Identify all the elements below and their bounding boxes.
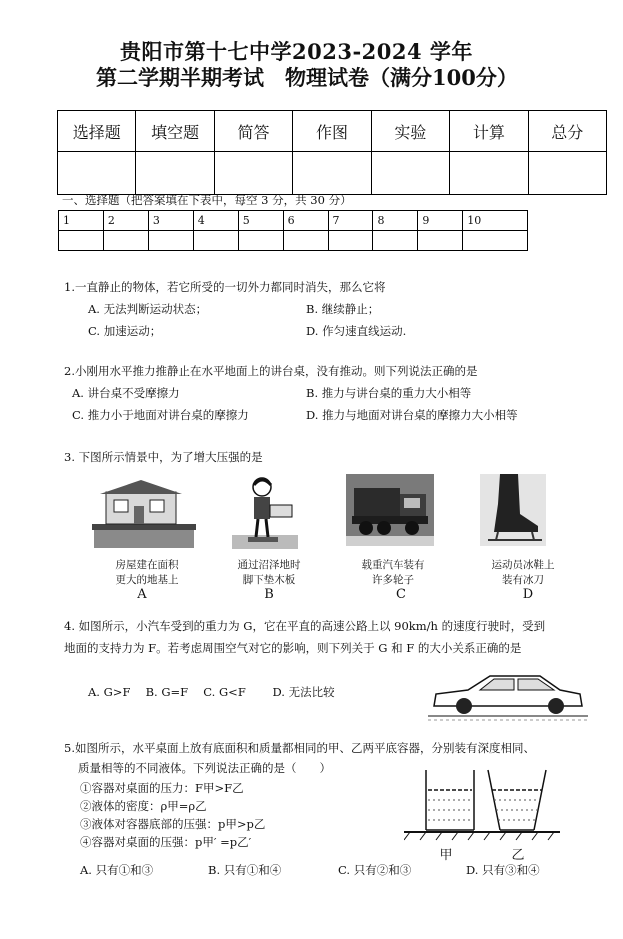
answer-cell[interactable]: [103, 231, 148, 251]
caption-line: 房屋建在面积: [115, 559, 179, 571]
q2-option-a: A. 讲台桌不受摩擦力: [72, 386, 180, 400]
answer-cell[interactable]: [418, 231, 463, 251]
score-cell[interactable]: [136, 152, 214, 195]
answer-number: 7: [328, 211, 373, 231]
score-header: 选择题: [58, 111, 136, 152]
q4-line-1: 4. 如图所示，小汽车受到的重力为 G，它在平直的高速公路上以 90km/h 的速度行驶时，受到: [64, 619, 546, 633]
label-yi: 乙: [511, 848, 525, 863]
q5-option-c: C. 只有②和③: [338, 863, 412, 877]
title-line-2: 第二学期半期考试 物理试卷（满分100分）: [96, 65, 518, 90]
caption-line: 装有冰刀: [502, 574, 544, 586]
answer-cell[interactable]: [148, 231, 193, 251]
q1-option-a: A. 无法判断运动状态；: [88, 302, 208, 316]
score-header: 填空题: [136, 111, 214, 152]
q2-option-d: D. 推力与地面对讲台桌的摩擦力大小相等: [306, 408, 518, 422]
answer-number: 5: [238, 211, 283, 231]
q3-letter-d: D: [522, 587, 534, 602]
q2-option-c: C. 推力小于地面对讲台桌的摩擦力: [72, 408, 249, 422]
q5-statement-4: ④容器对桌面的压强：p甲′ =p乙′: [80, 835, 252, 849]
house-foundation-illustration: [92, 478, 198, 550]
answer-number: 10: [463, 211, 528, 231]
q3-caption-c: [338, 558, 448, 588]
score-header: 作图: [293, 111, 371, 152]
answer-number: 4: [193, 211, 238, 231]
score-cell[interactable]: [214, 152, 292, 195]
truck-photo: [346, 474, 434, 546]
answer-number: 8: [373, 211, 418, 231]
q1-option-b: B. 继续静止；: [306, 302, 380, 316]
answer-cell[interactable]: [283, 231, 328, 251]
girl-on-boards-illustration: [232, 475, 298, 553]
q5-statement-2: ②液体的密度：ρ甲=ρ乙: [80, 799, 207, 813]
section-heading: 一、选择题（把答案填在下表中，每空 3 分，共 30 分）: [62, 193, 352, 207]
score-cell[interactable]: [58, 152, 136, 195]
title-line-1: 贵阳市第十七中学2023-2024 学年: [120, 39, 473, 64]
answer-number: 3: [148, 211, 193, 231]
q5-line-2: 质量相等的不同液体。下列说法正确的是（ ）: [78, 761, 331, 775]
q5-statement-1: ①容器对桌面的压力：F甲>F乙: [80, 781, 244, 795]
caption-line: 更大的地基上: [115, 574, 179, 586]
q3-caption-d: [468, 558, 578, 588]
q2-option-b: B. 推力与讲台桌的重力大小相等: [306, 386, 472, 400]
q3-letter-b: B: [264, 587, 274, 602]
q5-statement-3: ③液体对容器底部的压强：p甲>p乙: [80, 817, 266, 831]
answer-number: 2: [103, 211, 148, 231]
caption-line: 许多轮子: [372, 574, 414, 586]
answer-number: 9: [418, 211, 463, 231]
label-jia: 甲: [439, 848, 453, 863]
q4-options: A. G>F B. G=F C. G<F D. 无法比较: [88, 685, 335, 699]
q3-caption-a: [92, 558, 202, 588]
q1-option-d: D. 作匀速直线运动.: [306, 324, 407, 338]
answer-cell[interactable]: [238, 231, 283, 251]
answer-number: 6: [283, 211, 328, 231]
answer-table: [58, 210, 528, 251]
caption-line: 载重汽车装有: [361, 559, 425, 571]
score-header: 简答: [214, 111, 292, 152]
score-header: 计算: [450, 111, 528, 152]
q5-line-1: 5.如图所示，水平桌面上放有底面积和质量都相同的甲、乙两平底容器，分别装有深度相同、: [64, 741, 535, 755]
score-cell[interactable]: [371, 152, 449, 195]
q1-option-c: C. 加速运动；: [88, 324, 162, 338]
q3-letter-c: C: [396, 587, 406, 602]
q4-line-2: 地面的支持力为 F。若考虑周围空气对它的影响，则下列关于 G 和 F 的大小关系正确的是: [64, 641, 522, 655]
answer-number: 1: [59, 211, 104, 231]
q5-option-b: B. 只有①和④: [208, 863, 282, 877]
ice-skate-photo: [480, 474, 546, 546]
score-cell[interactable]: [293, 152, 371, 195]
answer-cell[interactable]: [59, 231, 104, 251]
answer-cell[interactable]: [463, 231, 528, 251]
score-cell[interactable]: [528, 152, 606, 195]
score-header: 总分: [528, 111, 606, 152]
score-table: [57, 110, 607, 195]
q5-option-a: A. 只有①和③: [80, 863, 154, 877]
q5-option-d: D. 只有③和④: [466, 863, 540, 877]
containers-diagram: [404, 764, 564, 848]
q3-letter-a: A: [137, 587, 147, 602]
caption-line: 通过沼泽地时: [237, 559, 301, 571]
caption-line: 脚下垫木板: [242, 574, 296, 586]
q3-stem: 3. 下图所示情景中，为了增大压强的是: [64, 450, 263, 464]
car-illustration: [428, 668, 588, 722]
answer-cell[interactable]: [373, 231, 418, 251]
score-cell[interactable]: [450, 152, 528, 195]
q1-stem: 1.一直静止的物体，若它所受的一切外力都同时消失，那么它将: [64, 280, 386, 294]
answer-cell[interactable]: [193, 231, 238, 251]
score-header: 实验: [371, 111, 449, 152]
q3-caption-b: [214, 558, 324, 588]
q2-stem: 2.小刚用水平推力推静止在水平地面上的讲台桌，没有推动。则下列说法正确的是: [64, 364, 478, 378]
answer-cell[interactable]: [328, 231, 373, 251]
caption-line: 运动员冰鞋上: [491, 559, 555, 571]
